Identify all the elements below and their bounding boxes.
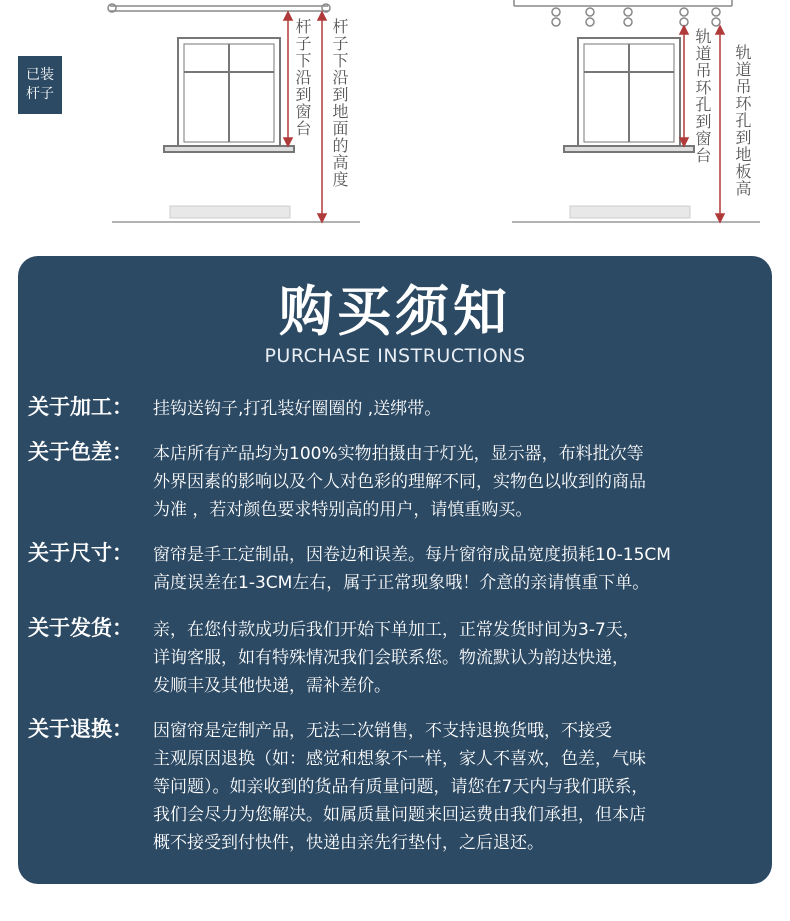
track-illustration xyxy=(514,0,732,26)
section-line: 我们会尽力为您解决。如属质量问题来回运费由我们承担，但本店 xyxy=(153,805,646,825)
panel-subtitle: PURCHASE INSTRUCTIONS xyxy=(264,345,526,367)
section-line: 等问题）。如亲收到的货品有质量问题，请您在7天内与我们联系， xyxy=(153,777,649,797)
purchase-instructions-panel xyxy=(18,256,772,884)
section-label: 关于发货： xyxy=(28,616,133,640)
rod-illustration xyxy=(108,4,330,12)
label-rod-to-floor: 杆子下沿到地面的高度 xyxy=(330,18,349,188)
section-line: 详询客服，如有特殊情况我们会联系您。物流默认为韵达快递， xyxy=(153,648,629,668)
label-rod-to-sill: 杆子下沿到窗台 xyxy=(293,18,312,137)
section-line: 窗帘是手工定制品，因卷边和误差。每片窗帘成品宽度损耗10-15CM xyxy=(153,545,671,565)
radiator-left xyxy=(170,206,290,218)
section-line: 挂钩送钩子,打孔装好圈圈的 ,送绑带。 xyxy=(153,399,442,419)
section-label: 关于退换： xyxy=(28,717,133,741)
label-track-to-sill: 轨道吊环孔到窗台 xyxy=(693,28,712,164)
radiator-right xyxy=(570,206,690,218)
section-label: 关于尺寸： xyxy=(28,541,133,565)
section-line: 主观原因退换（如：感觉和想象不一样，家人不喜欢，色差，气味 xyxy=(153,749,646,769)
section-line: 亲，在您付款成功后我们开始下单加工，正常发货时间为3-7天， xyxy=(153,620,640,640)
section-line: 外界因素的影响以及个人对色彩的理解不同，实物色以收到的商品 xyxy=(153,472,646,492)
label-track-to-floor: 轨道吊环孔到地板高 xyxy=(733,44,752,197)
section-line: 概不接受到付快件，快递由亲先行垫付，之后退还。 xyxy=(153,833,544,853)
measurement-diagram xyxy=(0,0,790,245)
section-line: 本店所有产品均为100%实物拍摄由于灯光，显示器，布料批次等 xyxy=(153,444,644,464)
section-label: 关于加工： xyxy=(28,395,133,419)
section-line: 高度误差在1-3CM左右，属于正常现象哦！介意的亲请慎重下单。 xyxy=(153,573,650,593)
section-line: 因窗帘是定制产品，无法二次销售，不支持退换货哦，不接受 xyxy=(153,721,612,741)
section-line: 为准 ，若对颜色要求特别高的用户，请慎重购买。 xyxy=(153,500,533,520)
window-left xyxy=(164,38,294,152)
badge-line-2: 杆子 xyxy=(26,86,54,102)
section-label: 关于色差： xyxy=(28,440,133,464)
panel-title: 购买须知 xyxy=(279,280,511,343)
section-line: 发顺丰及其他快递，需补差价。 xyxy=(153,676,391,696)
badge-line-1: 已装 xyxy=(26,67,54,83)
installed-rod-badge xyxy=(18,56,62,114)
window-right xyxy=(564,38,694,152)
